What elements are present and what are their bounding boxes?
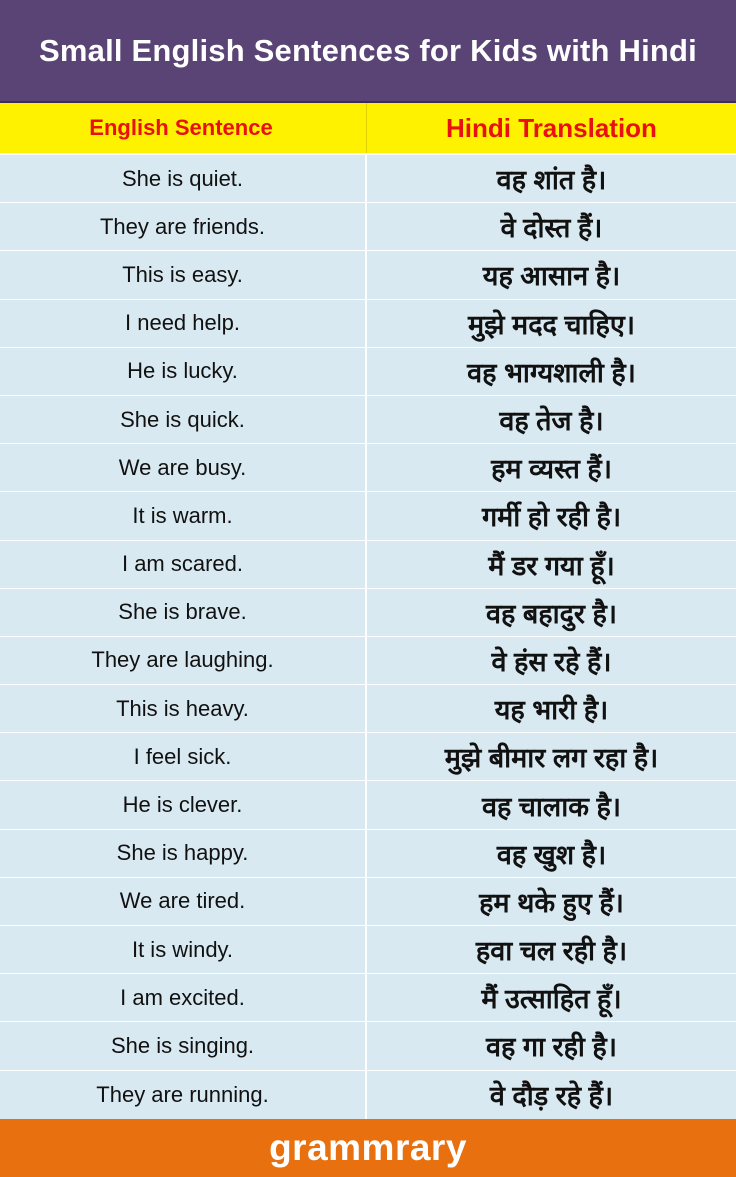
table-row bbox=[0, 733, 736, 781]
english-sentence-cell: She is quick. bbox=[0, 396, 367, 443]
hindi-translation-cell: मैं उत्साहित हूँ। bbox=[481, 984, 622, 1015]
english-sentence-cell: They are running. bbox=[0, 1071, 367, 1119]
hindi-translation-cell: वे हंस रहे हैं। bbox=[491, 646, 612, 677]
table-row bbox=[0, 781, 736, 829]
hindi-translation-cell: वह चालाक है। bbox=[481, 791, 622, 822]
hindi-translation-cell: वे दोस्त हैं। bbox=[500, 213, 603, 244]
hindi-translation-cell: हम व्यस्त हैं। bbox=[491, 454, 612, 485]
brand-name: grammrary bbox=[269, 1127, 467, 1168]
header-english-sentence: English Sentence bbox=[0, 103, 367, 153]
table-row bbox=[0, 1071, 736, 1119]
table-row bbox=[0, 926, 736, 974]
table-row bbox=[0, 203, 736, 251]
english-sentence-cell: She is quiet. bbox=[0, 155, 367, 202]
hindi-translation-cell: वे दौड़ रहे हैं। bbox=[489, 1081, 614, 1112]
english-sentence-cell: They are laughing. bbox=[0, 637, 367, 684]
english-sentence-cell: He is lucky. bbox=[0, 348, 367, 395]
english-sentence-cell: We are tired. bbox=[0, 878, 367, 925]
english-sentence-cell: It is warm. bbox=[0, 492, 367, 539]
hindi-translation-cell: यह भारी है। bbox=[494, 695, 609, 726]
table-row bbox=[0, 1022, 736, 1070]
hindi-translation-cell: वह शांत है। bbox=[496, 165, 607, 196]
hindi-translation-cell: वह गा रही है। bbox=[486, 1032, 617, 1063]
table-row bbox=[0, 637, 736, 685]
english-sentence-cell: I am scared. bbox=[0, 541, 367, 588]
table-header bbox=[0, 103, 736, 153]
page-title: Small English Sentences for Kids with Hindi bbox=[39, 32, 697, 68]
english-sentence-cell: This is heavy. bbox=[0, 685, 367, 732]
hindi-translation-cell: हम थके हुए हैं। bbox=[479, 887, 624, 918]
hindi-translation-cell: गर्मी हो रही है। bbox=[481, 502, 622, 533]
hindi-translation-cell: यह आसान है। bbox=[482, 261, 621, 292]
table-row bbox=[0, 685, 736, 733]
sentence-table-body bbox=[0, 155, 736, 1119]
english-sentence-cell: I feel sick. bbox=[0, 733, 367, 780]
table-row bbox=[0, 300, 736, 348]
hindi-translation-cell: मुझे मदद चाहिए। bbox=[467, 309, 635, 340]
table-row bbox=[0, 155, 736, 203]
english-sentence-cell: This is easy. bbox=[0, 251, 367, 298]
hindi-translation-cell: मुझे बीमार लग रहा है। bbox=[444, 743, 659, 774]
hindi-translation-cell: वह बहादुर है। bbox=[485, 598, 618, 629]
hindi-translation-cell: वह भाग्यशाली है। bbox=[467, 357, 636, 388]
hindi-translation-cell: हवा चल रही है। bbox=[475, 936, 628, 967]
table-row bbox=[0, 589, 736, 637]
hindi-translation-cell: वह खुश है। bbox=[496, 839, 607, 870]
english-sentence-cell: She is happy. bbox=[0, 830, 367, 877]
english-sentence-cell: We are busy. bbox=[0, 444, 367, 491]
english-sentence-cell: She is singing. bbox=[0, 1022, 367, 1069]
english-sentence-cell: I need help. bbox=[0, 300, 367, 347]
english-sentence-cell: It is windy. bbox=[0, 926, 367, 973]
table-row bbox=[0, 444, 736, 492]
table-row bbox=[0, 251, 736, 299]
footer-brand bbox=[0, 1119, 736, 1177]
english-sentence-cell: She is brave. bbox=[0, 589, 367, 636]
table-row bbox=[0, 830, 736, 878]
hindi-translation-cell: मैं डर गया हूँ। bbox=[488, 550, 615, 581]
title-bar bbox=[0, 0, 736, 103]
table-row bbox=[0, 396, 736, 444]
english-sentence-cell: They are friends. bbox=[0, 203, 367, 250]
table-row bbox=[0, 492, 736, 540]
table-row bbox=[0, 541, 736, 589]
table-row bbox=[0, 878, 736, 926]
table-row bbox=[0, 974, 736, 1022]
header-hindi-translation: Hindi Translation bbox=[446, 112, 657, 143]
hindi-translation-cell: वह तेज है। bbox=[499, 406, 604, 437]
english-sentence-cell: I am excited. bbox=[0, 974, 367, 1021]
english-sentence-cell: He is clever. bbox=[0, 781, 367, 828]
table-row bbox=[0, 348, 736, 396]
